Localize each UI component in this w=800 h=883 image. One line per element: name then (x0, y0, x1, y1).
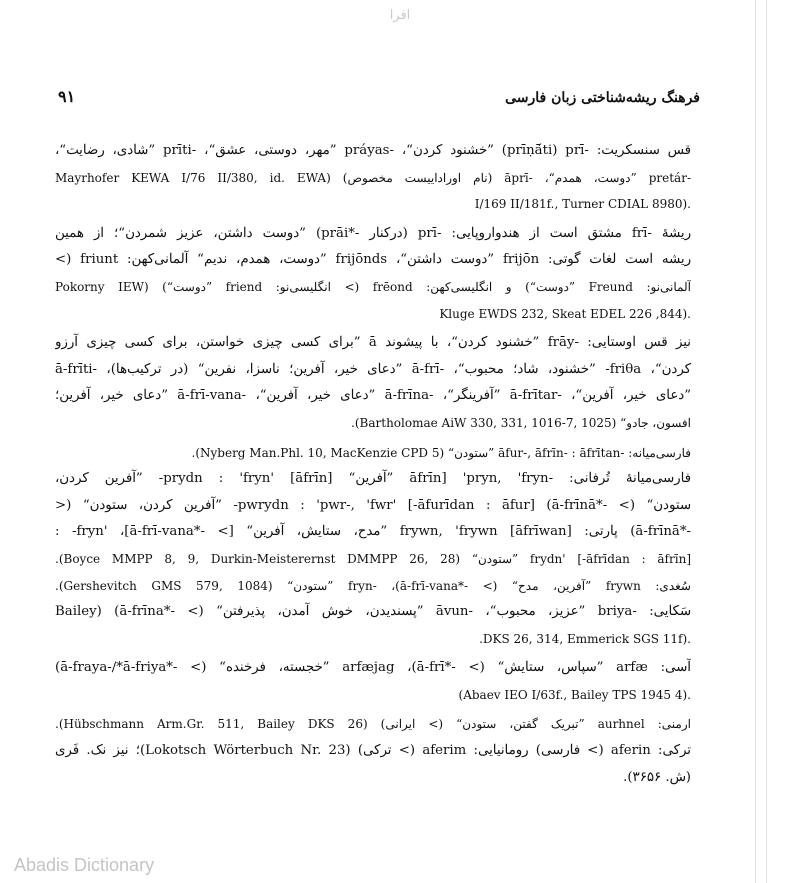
watermark-top: افرا (389, 8, 411, 23)
text-line: ریشه است لغات گوتی: frijōn ”دوست داشتن“، frijōnds ”دوست، همدم، ندیم“ آلمانی‌کهن: friunt (> (55, 252, 691, 268)
text-line: .(844, Kluge EWDS 232, Skeat EDEL 226 (439, 306, 691, 321)
text-line: نیز قس اوستایی: -frāy ”خشنود کردن“، با پیشوند ā ”برای کسی چیزی خواستن، برای کسی چیزی آرزو (55, 335, 691, 351)
text-line: قس سنسکریت: -prīṇā́ti) prī) ”خشنود کردن“، -práyas ”مهر، دوستی، عشق“، -prīti ”شادی، رضایت“، (55, 143, 691, 158)
text-line: کردن“، friθa- ”خشنود، شاد؛ محبوب“، -ā-frī ”دعای خیر، آفرین؛ ناسزا، نفرین“ (در ترکیب‌ها)، -ā-frīti (55, 361, 691, 377)
page-number: ۹۱ (58, 87, 76, 106)
text-line: -pretár ”دوست، همدم“، -āprī (نام اوراداییست مخصوص) (Mayrhofer KEWA I/76 II/380, id. EWA (55, 170, 691, 185)
text-line: .(DKS 26, 314, Emmerick SGS 11f. (479, 631, 691, 646)
text-line: افسون، جادو“ (Bartholomae AiW 330, 331, 1016-7, 1025). (351, 415, 691, 430)
running-header-title: فرهنگ ریشه‌شناختی زبان فارسی (505, 90, 700, 106)
text-line: ارمنی: aurhnel ”تبریک گفتن، ستودن“ (> ایرانی) (Hübschmann Arm.Gr. 511, Bailey DKS 26). (55, 717, 691, 732)
text-line: -*ā-frīnā) پارتی: frywn, 'frywn [āfrīwan] ”مدح، ستایش، آفرین“ [> -*ā-frī-vana]، 'fryn- : (55, 524, 691, 540)
text-line: ریشهٔ -frī مشتق است از هندواروپایی: -prī (درکنار -*prāi) ”دوست داشتن، عزیز شمردن“؛ از همین (55, 225, 691, 241)
watermark-bottom: Abadis Dictionary (14, 855, 155, 875)
text-line: [āfrīdan : āfrīn-] 'frydn ”ستودن“ (Boyce MMPP 8, 9, Durkin-Meisterernst DMMPP 26, 28). (55, 551, 691, 566)
text-line: .(I/169 II/181f., Turner CDIAL 8980 (474, 197, 691, 212)
page-edge-line (766, 0, 767, 883)
text-line: فارسی‌میانه: -āfur-, āfrīn- : āfrītan ”ستودن“ (Nyberg Man.Phl. 10, MacKenzie CPD 5). (191, 445, 691, 460)
text-line: سَکایی: -briya ”عزیز، محبوب“، -āvun ”پسندیدن، خوش آمدن، پذیرفتن“ (> -*ā-frīna) (Bailey (55, 604, 691, 620)
text-line: ”دعای خیر، آفرین“، -ā-frītar ”آفرینگر“، -ā-frīna ”دعای خیر، آفرین“، -ā-frī-vana ”دعای خیر، آفرین؛ (55, 388, 691, 404)
text-line: .(Abaev IEO I/63f., Bailey TPS 1945 4) (458, 687, 691, 702)
text-line: آسی: arfæ ”سپاس، ستایش“ (> -*ā-frī)، arfæjag ”خجسته، فرخنده“ (> -*ā-fraya-/*ā-friya) (55, 660, 691, 676)
page-edge-line (755, 0, 756, 883)
text-line: فارسی‌میانهٔ تُرفانی: -āfrīn] 'pryn, 'fryn ”آفرین“ [āfrīn] 'prydn : 'fryn- ”آفرین کردن، (55, 471, 691, 487)
text-line: ستودن“ (> -*ā-frīnā) [āfurīdan : āfur-] 'pwrydn : 'pwr-, 'fwr- ”آفرین کردن، ستودن“ (< (55, 497, 691, 513)
text-line: (ش. ۳۶۵۶). (623, 769, 691, 785)
entry-body (55, 138, 691, 791)
text-line: سُغدی: frywn ”آفرین، مدح“ (> -*ā-frī-vana)، -fryn ”ستودن“ (Gershevitch GMS 579, 1084). (55, 578, 691, 593)
text-line: آلمانی‌نو: Freund ”دوست“) و انگلیسی‌کهن: frēond (> انگلیسی‌نو: friend ”دوست“) (Pokorny IEW (55, 279, 691, 294)
text-line: ترکی: aferin (> فارسی) رومانیایی: aferim (> ترکی) (Lokotsch Wörterbuch Nr. 23)؛ نیز نک. فَری (55, 743, 691, 759)
